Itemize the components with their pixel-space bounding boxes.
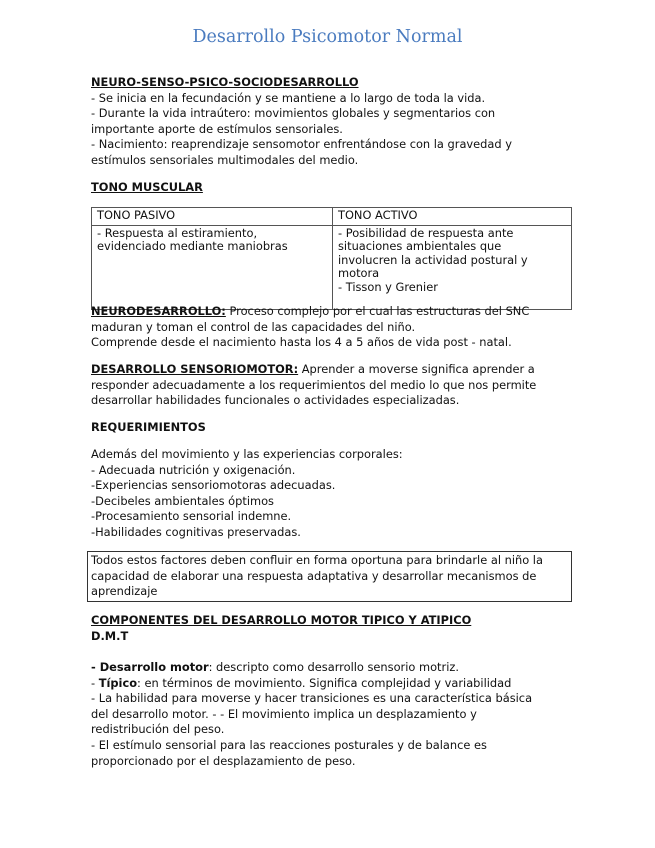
section-heading: NEURODESARROLLO:: [91, 304, 226, 318]
paragraph-line: - Se inicia en la fecundación y se mantiene a lo largo de toda la vida.: [91, 90, 486, 105]
table-header-cell: TONO PASIVO: [92, 208, 333, 226]
paragraph-line: desarrollar habilidades funcionales o actividades especializadas.: [91, 393, 460, 408]
cell-line: - Tisson y Grenier: [338, 279, 438, 294]
cell-line: evidenciado mediante maniobras: [97, 239, 288, 254]
term-label: - Desarrollo motor: [91, 660, 209, 674]
cell-line: motora: [338, 266, 380, 281]
cell-line: - Respuesta al estiramiento,: [97, 225, 258, 240]
section-subheading: D.M.T: [91, 628, 129, 643]
box-line: aprendizaje: [91, 584, 158, 599]
list-item: -Experiencias sensoriomotoras adecuadas.: [91, 478, 336, 493]
paragraph-line: - El estímulo sensorial para las reacciones posturales y de balance es: [91, 737, 487, 752]
cell-line: - Posibilidad de respuesta ante: [338, 225, 514, 240]
paragraph-line: [91, 362, 571, 378]
paragraph-line: - Durante la vida intraútero: movimientos globales y segmentarios con: [91, 106, 496, 121]
section-heading: REQUERIMIENTOS: [91, 420, 206, 434]
list-item: - Adecuada nutrición y oxigenación.: [91, 462, 296, 477]
box-line: Todos estos factores deben confluir en forma oportuna para brindarle al niño la: [91, 553, 543, 567]
table-cell-activo: [333, 225, 572, 309]
table-cell-pasivo: [92, 225, 333, 309]
paragraph-text: : en términos de movimiento. Significa complejidad y variabilidad: [137, 675, 512, 690]
list-item: -Procesamiento sensorial indemne.: [91, 509, 292, 524]
section-componentes: [91, 613, 571, 644]
summary-box: [87, 551, 572, 602]
term-label: Típico: [98, 675, 138, 690]
section-requerimientos: [91, 420, 571, 436]
paragraph-line: Comprende desde el nacimiento hasta los 4 a 5 años de vida post - natal.: [91, 335, 512, 350]
list-intro: Además del movimiento y las experiencias corporales:: [91, 447, 403, 461]
box-line: capacidad de elaborar una respuesta adaptativa y desarrollar mecanismos de: [91, 568, 537, 583]
paragraph-line: responder adecuadamente a los requerimientos del medio lo que nos permite: [91, 377, 537, 392]
table-header-cell: TONO ACTIVO: [333, 208, 572, 226]
paragraph-line: del desarrollo motor. - - El movimiento implica un desplazamiento y: [91, 706, 477, 721]
list-item: -Decibeles ambientales óptimos: [91, 493, 274, 508]
section-neurodesarrollo: [91, 304, 571, 351]
cell-line: involucren la actividad postural y: [338, 252, 528, 267]
paragraph-line: maduran y toman el control de las capacidades del niño.: [91, 319, 416, 334]
section-heading: NEURO-SENSO-PSICO-SOCIODESARROLLO: [91, 75, 359, 89]
paragraph-line: proporcionado por el desplazamiento de peso.: [91, 753, 356, 768]
componentes-body: [91, 660, 571, 769]
section-neurodesarrollo-general: [91, 75, 571, 169]
paragraph-text: Aprender a moverse significa aprender a: [298, 362, 535, 376]
paragraph-line: [91, 676, 571, 692]
tono-table: [91, 207, 572, 310]
paragraph-line: [91, 304, 571, 320]
section-desarrollo-sensoriomotor: [91, 362, 571, 409]
paragraph-line: estímulos sensoriales multimodales del medio.: [91, 152, 359, 167]
section-tono-muscular: [91, 180, 571, 196]
section-heading: DESARROLLO SENSORIOMOTOR:: [91, 362, 299, 376]
table-row: [92, 225, 572, 309]
page-title: Desarrollo Psicomotor Normal: [192, 27, 463, 47]
paragraph-line: redistribución del peso.: [91, 722, 225, 737]
paragraph-text: Proceso complejo por el cual las estructuras del SNC: [225, 304, 530, 318]
paragraph-line: importante aporte de estímulos sensoriales.: [91, 121, 343, 136]
section-heading: TONO MUSCULAR: [91, 180, 203, 194]
requerimientos-list: [91, 447, 571, 541]
table-header-row: [92, 208, 572, 226]
list-item: -Habilidades cognitivas preservadas.: [91, 524, 301, 539]
paragraph-line: - Nacimiento: reaprendizaje sensomotor enfrentándose con la gravedad y: [91, 137, 512, 152]
paragraph-line: [91, 660, 571, 676]
section-heading: COMPONENTES DEL DESARROLLO MOTOR TIPICO Y ATIPICO: [91, 613, 472, 627]
cell-line: situaciones ambientales que: [338, 239, 502, 254]
paragraph-text: : descripto como desarrollo sensorio motriz.: [208, 660, 459, 674]
bullet-prefix: -: [91, 675, 99, 690]
paragraph-line: - La habilidad para moverse y hacer transiciones es una característica básica: [91, 691, 533, 706]
